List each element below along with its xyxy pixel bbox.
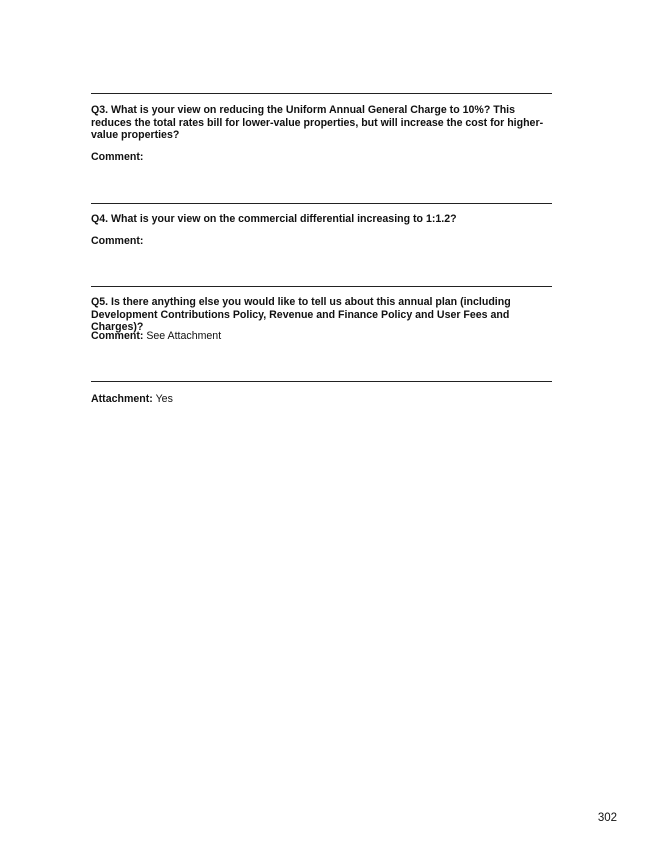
question-4: Q4. What is your view on the commercial differential increasing to 1:1.2?	[91, 213, 457, 225]
divider-q4	[91, 203, 552, 204]
comment-q3	[91, 151, 143, 164]
attachment-value: Yes	[155, 393, 173, 405]
comment-label: Comment:	[91, 330, 144, 342]
attachment-label: Attachment:	[91, 393, 153, 405]
comment-label: Comment:	[91, 235, 144, 247]
divider-attachment	[91, 381, 552, 382]
comment-value: See Attachment	[146, 330, 222, 342]
comment-q5	[91, 330, 221, 343]
divider-top	[91, 93, 552, 94]
comment-q4	[91, 235, 143, 248]
page-number: 302	[597, 812, 617, 824]
question-3: Q3. What is your view on reducing the Uniform Annual General Charge to 10%? This reduces the total rates bill for lower-value properties, but will increase the cost for higher-value properties?	[91, 104, 544, 142]
attachment-line	[91, 393, 173, 406]
question-5: Q5. Is there anything else you would like to tell us about this annual plan (including Development Contributions Policy, Revenue and Finance Policy and User Fees and Charges)?	[91, 296, 511, 334]
divider-q5	[91, 286, 552, 287]
comment-label: Comment:	[91, 151, 144, 163]
